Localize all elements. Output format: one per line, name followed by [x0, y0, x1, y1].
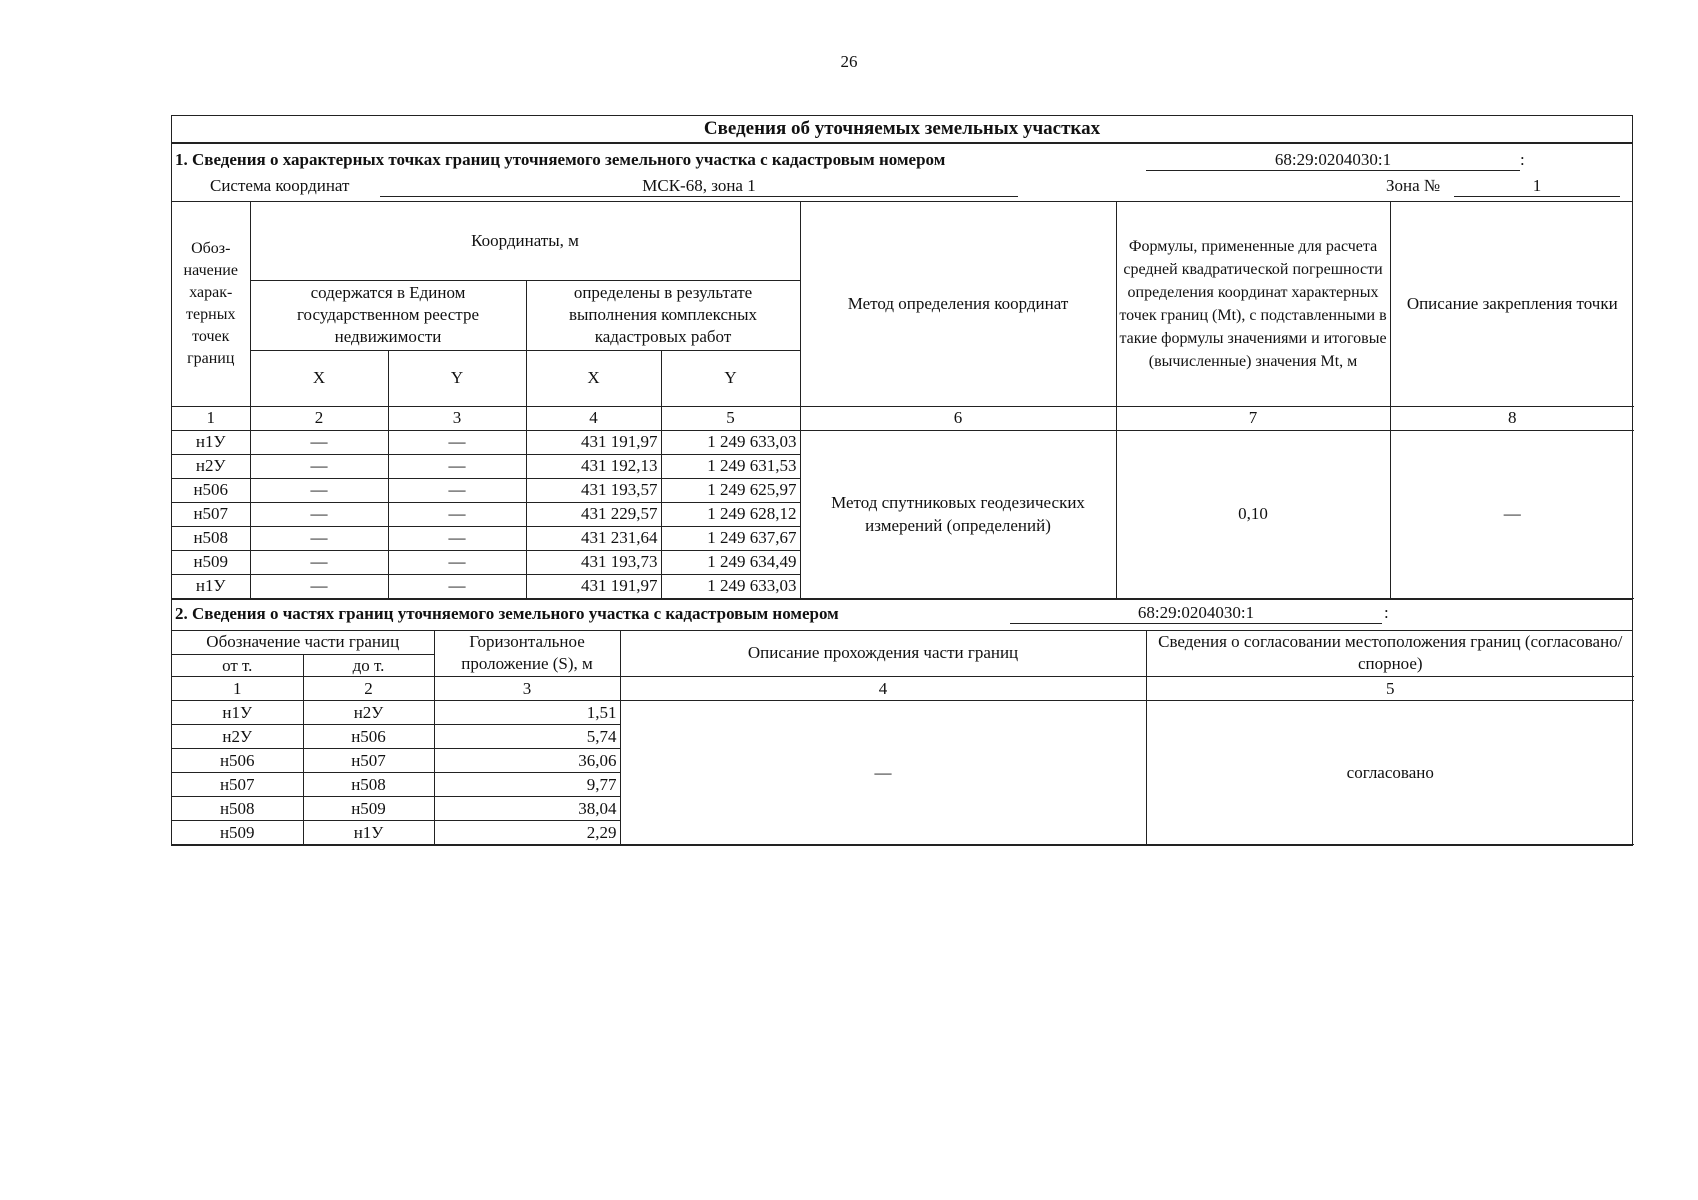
boundary-parts-table	[172, 631, 1634, 846]
y-egrn: —	[388, 502, 526, 526]
section1-colon: :	[1520, 150, 1525, 169]
col-number: 2	[303, 677, 434, 701]
header-agreement: Сведения о согласовании местоположения границ (согласовано/спорное)	[1146, 631, 1634, 677]
x-egrn: —	[250, 574, 388, 598]
point-name: н2У	[172, 454, 250, 478]
points-table	[172, 202, 1634, 599]
header-description: Описание прохождения части границ	[620, 631, 1146, 677]
section2-colon: :	[1384, 602, 1389, 622]
col-number: 5	[1146, 677, 1634, 701]
y-egrn: —	[388, 454, 526, 478]
header-method: Метод определения координат	[800, 202, 1116, 406]
header-egrn: содержатся в Едином государственном реестре недвижимости	[250, 280, 526, 350]
header-from: от т.	[172, 655, 303, 677]
x-egrn: —	[250, 550, 388, 574]
column-numbers-row	[172, 406, 1634, 430]
col-number: 8	[1390, 406, 1634, 430]
header-coordinates: Координаты, м	[250, 202, 800, 280]
point-name: н1У	[172, 574, 250, 598]
page-number: 26	[840, 52, 858, 71]
from-point: н509	[172, 821, 303, 845]
section1-cadastral-number: 68:29:0204030:1	[1146, 150, 1520, 171]
x-egrn: —	[250, 454, 388, 478]
y-value: 1 249 633,03	[661, 430, 800, 454]
method-value: Метод спутниковых геодезических измерений (определений)	[800, 430, 1116, 598]
distance-value: 2,29	[434, 821, 620, 845]
col-number: 6	[800, 406, 1116, 430]
col-number: 4	[526, 406, 661, 430]
y-value: 1 249 625,97	[661, 478, 800, 502]
section2-heading-line	[172, 599, 1632, 631]
x-egrn: —	[250, 478, 388, 502]
y-egrn: —	[388, 430, 526, 454]
to-point: н506	[303, 725, 434, 749]
from-point: н507	[172, 773, 303, 797]
agreement-value: согласовано	[1146, 701, 1634, 845]
header-x-egrn: X	[250, 350, 388, 406]
header-y-survey: Y	[661, 350, 800, 406]
y-egrn: —	[388, 526, 526, 550]
y-egrn: —	[388, 478, 526, 502]
point-name: н506	[172, 478, 250, 502]
x-egrn: —	[250, 526, 388, 550]
col-number: 5	[661, 406, 800, 430]
y-value: 1 249 634,49	[661, 550, 800, 574]
header-y-egrn: Y	[388, 350, 526, 406]
col-number: 3	[434, 677, 620, 701]
header-x-survey: X	[526, 350, 661, 406]
from-point: н2У	[172, 725, 303, 749]
point-name: н508	[172, 526, 250, 550]
land-plots-sheet	[171, 115, 1633, 846]
header-formula: Формулы, примененные для расчета средней квадратической погрешности определения координат характерных точек границ (Mt), с подставленными в такие формулы значениями и итоговые (вычисленные) значения Mt, м	[1116, 202, 1390, 406]
col-number: 1	[172, 677, 303, 701]
y-egrn: —	[388, 574, 526, 598]
x-value: 431 193,57	[526, 478, 661, 502]
x-egrn: —	[250, 430, 388, 454]
column-numbers-row	[172, 677, 1634, 701]
y-egrn: —	[388, 550, 526, 574]
section1-heading: 1. Сведения о характерных точках границ уточняемого земельного участка с кадастровым номером	[175, 150, 946, 169]
from-point: н508	[172, 797, 303, 821]
table-row	[172, 430, 1634, 454]
zone-value: 1	[1454, 176, 1620, 197]
col-number: 2	[250, 406, 388, 430]
section2-heading: 2. Сведения о частях границ уточняемого земельного участка с кадастровым номером	[175, 603, 839, 623]
zone-label: Зона №	[1386, 176, 1441, 195]
distance-value: 36,06	[434, 749, 620, 773]
header-fixing: Описание закрепления точки	[1390, 202, 1634, 406]
coord-system-label: Система координат	[210, 176, 350, 195]
header-point-designation: Обоз-начение харак-терных точек границ	[172, 202, 250, 406]
section2-cadastral-number: 68:29:0204030:1	[1010, 603, 1382, 624]
distance-value: 1,51	[434, 701, 620, 725]
point-name: н507	[172, 502, 250, 526]
x-value: 431 191,97	[526, 574, 661, 598]
fixing-value: —	[1390, 430, 1634, 598]
section1-heading-line	[172, 147, 1632, 173]
table-row	[172, 701, 1634, 725]
to-point: н2У	[303, 701, 434, 725]
col-number: 7	[1116, 406, 1390, 430]
y-value: 1 249 633,03	[661, 574, 800, 598]
distance-value: 5,74	[434, 725, 620, 749]
point-name: н509	[172, 550, 250, 574]
mt-value: 0,10	[1116, 430, 1390, 598]
col-number: 1	[172, 406, 250, 430]
coord-system-line	[172, 173, 1632, 202]
to-point: н509	[303, 797, 434, 821]
y-value: 1 249 628,12	[661, 502, 800, 526]
to-point: н507	[303, 749, 434, 773]
header-part: Обозначение части границ	[172, 631, 434, 655]
from-point: н506	[172, 749, 303, 773]
from-point: н1У	[172, 701, 303, 725]
distance-value: 38,04	[434, 797, 620, 821]
x-value: 431 229,57	[526, 502, 661, 526]
x-egrn: —	[250, 502, 388, 526]
to-point: н508	[303, 773, 434, 797]
y-value: 1 249 631,53	[661, 454, 800, 478]
header-to: до т.	[303, 655, 434, 677]
x-value: 431 193,73	[526, 550, 661, 574]
description-value: —	[620, 701, 1146, 845]
col-number: 4	[620, 677, 1146, 701]
distance-value: 9,77	[434, 773, 620, 797]
col-number: 3	[388, 406, 526, 430]
sheet-title: Сведения об уточняемых земельных участках	[172, 116, 1632, 143]
coord-system-value: МСК-68, зона 1	[380, 176, 1018, 197]
x-value: 431 191,97	[526, 430, 661, 454]
header-distance: Горизонтальное проложение (S), м	[434, 631, 620, 677]
x-value: 431 192,13	[526, 454, 661, 478]
x-value: 431 231,64	[526, 526, 661, 550]
to-point: н1У	[303, 821, 434, 845]
point-name: н1У	[172, 430, 250, 454]
header-survey: определены в результате выполнения комплексных кадастровых работ	[526, 280, 800, 350]
y-value: 1 249 637,67	[661, 526, 800, 550]
